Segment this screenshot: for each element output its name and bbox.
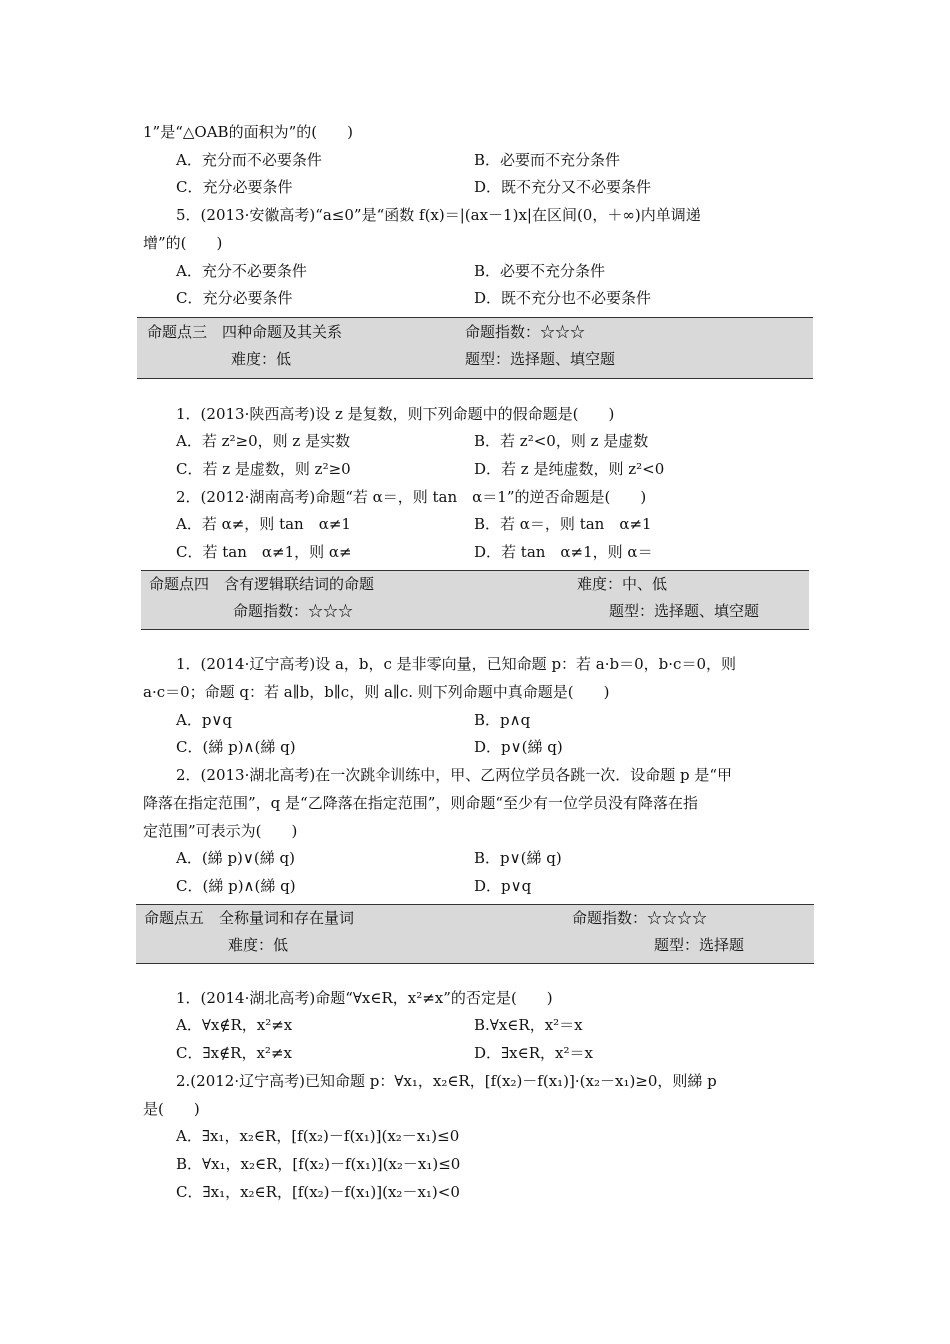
option-c: C．充分必要条件: [176, 178, 293, 196]
option-c: C．∃x₁，x₂∈R，[f(x₂)－f(x₁)](x₂－x₁)<0: [176, 1183, 460, 1201]
question-stem: 1．(2014·辽宁高考)设 a，b，c 是非零向量，已知命题 p：若 a·b＝0，b·c＝0，则: [176, 655, 736, 673]
option-d: D．若 tan α≠1，则 α＝: [474, 543, 653, 561]
section-title: 命题点五 全称量词和存在量词: [144, 909, 355, 927]
option-a: A．∀x∉R，x²≠x: [176, 1016, 293, 1034]
question-stem: 1．(2014·湖北高考)命题“∀x∈R，x²≠x”的否定是( ): [176, 989, 553, 1007]
option-a: A．(綈 p)∨(綈 q): [176, 849, 295, 867]
section-header: [141, 570, 809, 630]
question-stem: 2．(2012·湖南高考)命题“若 α＝，则 tan α＝1”的逆否命题是( ): [176, 488, 647, 506]
question-stem: 降落在指定范围”，q 是“乙降落在指定范围”，则命题“至少有一位学员没有降落在指: [143, 794, 699, 812]
option-d: D．既不充分又不必要条件: [474, 178, 652, 196]
section-type: 题型：选择题: [654, 936, 745, 954]
option-a: A．∃x₁，x₂∈R，[f(x₂)－f(x₁)](x₂－x₁)≤0: [176, 1127, 460, 1145]
option-c: C．若 tan α≠1，则 α≠: [176, 543, 352, 561]
question-stem: 1”是“△OAB的面积为”的( ): [143, 123, 353, 141]
section-type: 题型：选择题、填空题: [609, 602, 760, 620]
option-c: C．(綈 p)∧(綈 q): [176, 738, 296, 756]
section-difficulty: 难度：低: [231, 350, 292, 368]
section-difficulty: 难度：低: [228, 936, 289, 954]
option-d: D．∃x∈R，x²＝x: [474, 1044, 593, 1062]
option-b: B．若 α＝，则 tan α≠1: [474, 515, 652, 533]
section-index: 命题指数：☆☆☆: [233, 602, 354, 620]
option-a: A．若 z²≥0，则 z 是实数: [176, 432, 351, 450]
option-b: B.∀x∈R，x²＝x: [474, 1016, 583, 1034]
question-stem: a·c＝0；命题 q：若 a∥b，b∥c，则 a∥c. 则下列命题中真命题是( ): [143, 683, 610, 701]
section-type: 题型：选择题、填空题: [465, 350, 616, 368]
option-c: C．充分必要条件: [176, 289, 293, 307]
option-a: A．p∨q: [176, 711, 233, 729]
question-stem: 增”的( ): [143, 234, 223, 252]
option-a: A．充分而不必要条件: [176, 151, 322, 169]
section-header: [137, 317, 813, 379]
section-difficulty: 难度：中、低: [577, 575, 668, 593]
option-c: C．∃x∉R，x²≠x: [176, 1044, 292, 1062]
question-stem: 2．(2013·湖北高考)在一次跳伞训练中，甲、乙两位学员各跳一次．设命题 p 是“甲: [176, 766, 732, 784]
option-d: D．p∨q: [474, 877, 532, 895]
option-c: C．若 z 是虚数，则 z²≥0: [176, 460, 351, 478]
question-stem: 5．(2013·安徽高考)“a≤0”是“函数 f(x)＝|(ax－1)x|在区间(0，＋∞)内单调递: [176, 206, 701, 224]
section-title: 命题点四 含有逻辑联结词的命题: [149, 575, 375, 593]
option-b: B．p∧q: [474, 711, 531, 729]
section-header: [136, 904, 814, 964]
option-c: C．(綈 p)∧(綈 q): [176, 877, 296, 895]
question-stem: 2.(2012·辽宁高考)已知命题 p：∀x₁，x₂∈R，[f(x₂)－f(x₁)]·(x₂－x₁)≥0，则綈 p: [176, 1072, 717, 1090]
option-d: D．p∨(綈 q): [474, 738, 563, 756]
question-stem: 1．(2013·陕西高考)设 z 是复数，则下列命题中的假命题是( ): [176, 405, 615, 423]
option-d: D．若 z 是纯虚数，则 z²<0: [474, 460, 665, 478]
option-b: B．p∨(綈 q): [474, 849, 562, 867]
section-index: 命题指数：☆☆☆☆: [572, 909, 708, 927]
option-d: D．既不充分也不必要条件: [474, 289, 652, 307]
option-a: A．若 α≠，则 tan α≠1: [176, 515, 351, 533]
option-b: B．必要而不充分条件: [474, 151, 621, 169]
section-title: 命题点三 四种命题及其关系: [147, 323, 343, 341]
option-b: B．若 z²<0，则 z 是虚数: [474, 432, 649, 450]
option-b: B．∀x₁，x₂∈R，[f(x₂)－f(x₁)](x₂－x₁)≤0: [176, 1155, 461, 1173]
option-a: A．充分不必要条件: [176, 262, 307, 280]
question-stem: 是( ): [143, 1100, 200, 1118]
question-stem: 定范围”可表示为( ): [143, 822, 298, 840]
section-index: 命题指数：☆☆☆: [465, 323, 586, 341]
option-b: B．必要不充分条件: [474, 262, 606, 280]
